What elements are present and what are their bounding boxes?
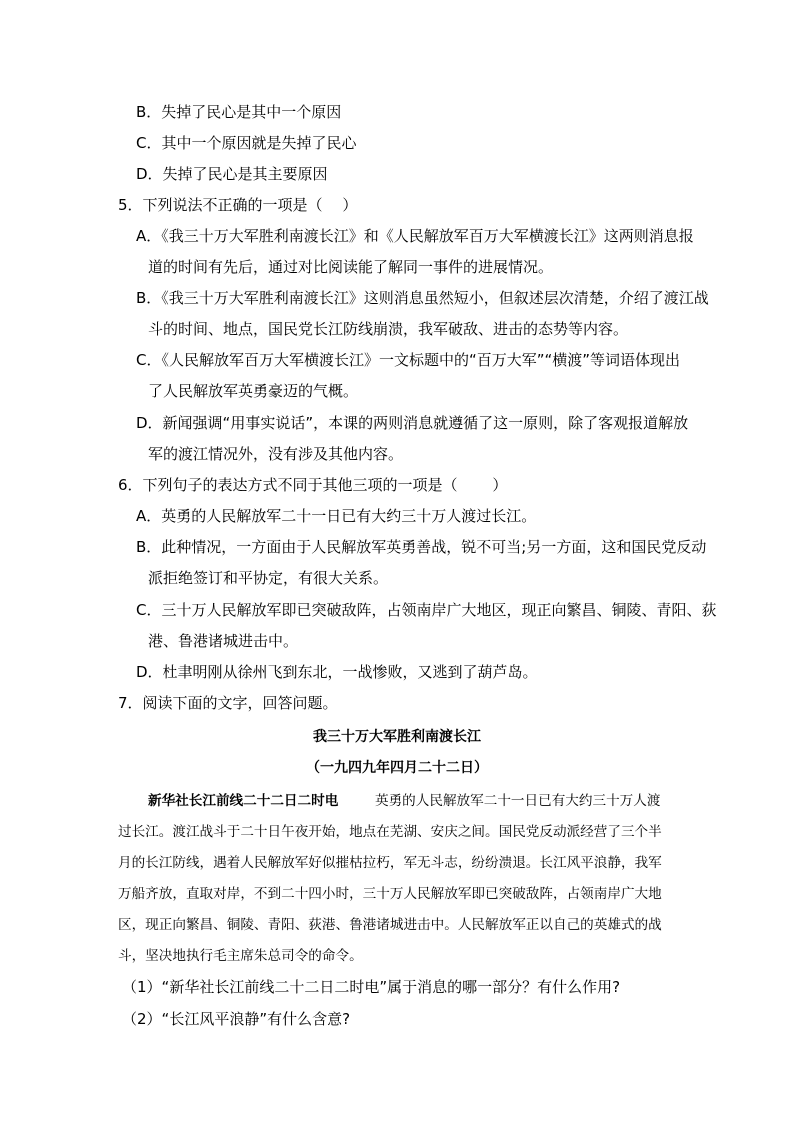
- passage-line-6: 斗，坚决地执行毛主席朱总司令的命令。: [118, 948, 363, 964]
- q4-option-b: B．失掉了民心是其中一个原因: [136, 103, 342, 121]
- q7-subquestion-2: （2）“长江风平浪静”有什么含意?: [122, 1010, 351, 1028]
- q5-option-c: C．《人民解放军百万大军横渡长江》一文标题中的“百万大军”“横渡”等词语体现出: [136, 351, 681, 369]
- q6-option-d: D．杜聿明刚从徐州飞到东北，一战惨败，又逃到了葫芦岛。: [136, 663, 538, 681]
- q5-option-a-cont: 道的时间有先后，通过对比阅读能了解同一事件的进展情况。: [148, 258, 554, 276]
- q5-option-c-cont: 了人民解放军英勇豪迈的气概。: [148, 382, 359, 400]
- q7-stem: 7．阅读下面的文字，回答问题。: [118, 694, 338, 712]
- passage-date: （一九四九年四月二十二日）: [306, 760, 488, 776]
- q6-option-b-cont: 派拒绝签订和平协定，有很大关系。: [148, 569, 389, 587]
- q5-option-a: A．《我三十万大军胜利南渡长江》和《人民解放军百万大军横渡长江》这两则消息报: [136, 227, 694, 245]
- q5-option-d-cont: 军的渡江情况外，没有涉及其他内容。: [148, 445, 404, 463]
- q6-stem: 6．下列句子的表达方式不同于其他三项的一项是（ ）: [118, 476, 508, 494]
- q5-stem: 5．下列说法不正确的一项是（ ）: [118, 196, 358, 214]
- q6-option-c-cont: 港、鲁港诸城进击中。: [148, 632, 299, 650]
- q6-option-b: B．此种情况，一方面由于人民解放军英勇善战，锐不可当;另一方面，这和国民党反动: [136, 538, 707, 556]
- passage-line-1: 英勇的人民解放军二十一日已有大约三十万人渡: [375, 793, 661, 809]
- passage-title: 我三十万大军胜利南渡长江: [313, 729, 481, 745]
- dateline-text: 新华社长江前线二十二日二时电: [148, 793, 339, 809]
- passage-line-3: 月的长江防线，遇着人民解放军好似摧枯拉朽，军无斗志，纷纷溃退。长江风平浪静，我军: [118, 855, 662, 871]
- q4-option-c: C．其中一个原因就是失掉了民心: [136, 134, 357, 152]
- passage-line-5: 区，现正向繁昌、铜陵、青阳、荻港、鲁港诸城进击中。人民解放军正以自己的英雄式的战: [118, 917, 662, 933]
- q6-option-a: A．英勇的人民解放军二十一日已有大约三十万人渡过长江。: [136, 507, 537, 525]
- q5-option-b: B．《我三十万大军胜利南渡长江》这则消息虽然短小，但叙述层次清楚，介绍了渡江战: [136, 289, 709, 307]
- q4-option-d: D．失掉了民心是其主要原因: [136, 165, 328, 183]
- q5-option-d: D．新闻强调“用事实说话”，本课的两则消息就遵循了这一原则，除了客观报道解放: [136, 414, 689, 432]
- passage-line-4: 万船齐放，直取对岸，不到二十四小时，三十万人民解放军即已突破敌阵，占领南岸广大地: [118, 886, 662, 902]
- q5-option-b-cont: 斗的时间、地点，国民党长江防线崩溃，我军破敌、进击的态势等内容。: [148, 320, 629, 338]
- passage-dateline: [148, 791, 338, 811]
- passage-line-2: 过长江。渡江战斗于二十日午夜开始，地点在芜湖、安庆之间。国民党反动派经营了三个半: [118, 824, 662, 840]
- q7-subquestion-1: （1）“新华社长江前线二十二日二时电”属于消息的哪一部分？有什么作用?: [122, 978, 621, 996]
- q6-option-c: C．三十万人民解放军即已突破敌阵，占领南岸广大地区，现正向繁昌、铜陵、青阳、荻: [136, 601, 717, 619]
